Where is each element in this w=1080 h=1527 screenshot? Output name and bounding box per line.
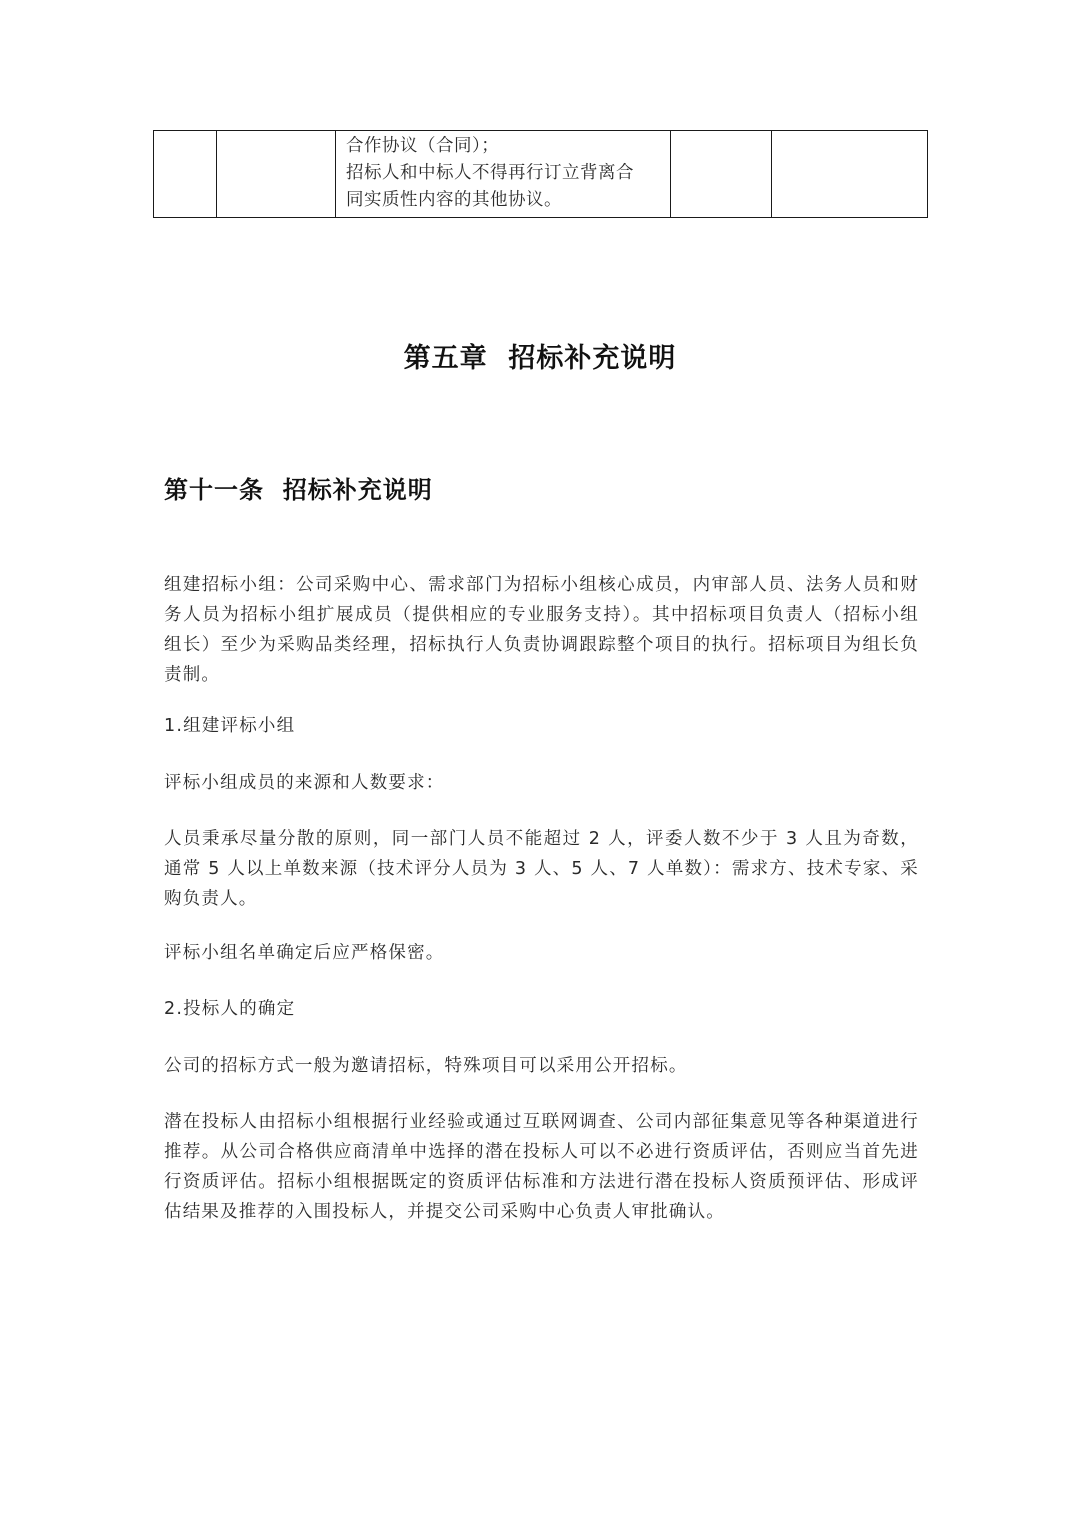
paragraph-potential-bidders: 潜在投标人由招标小组根据行业经验或通过互联网调查、公司内部征集意见等各种渠道进行推荐。从公司合格供应商清单中选择的潜在投标人可以不必进行资质评估，否则应当首先进行资质评估。招标小组根据既定的资质评估标准和方法进行潜在投标人资质预评估、形成评估结果及推荐的入围投标人，并提交公司采购中心负责人审批确认。 xyxy=(164,1112,919,1222)
table-cell-5 xyxy=(772,131,928,218)
cell-line: 合作协议（合同）； xyxy=(346,136,500,156)
article-title: 第十一条 招标补充说明 xyxy=(164,476,433,504)
paragraph-bidding-method: 公司的招标方式一般为邀请招标，特殊项目可以采用公开招标。 xyxy=(164,1056,688,1076)
paragraph-member-principles: 人员秉承尽量分散的原则，同一部门人员不能超过 2 人，评委人数不少于 3 人且为奇数，通常 5 人以上单数来源（技术评分人员为 3 人、5 人、7 人单数）：需求方、技术专家、采购负责人。 xyxy=(164,829,919,909)
cell-line: 同实质性内容的其他协议。 xyxy=(346,190,562,210)
table-row xyxy=(154,131,928,218)
table-cell-content xyxy=(336,131,671,218)
chapter-title: 第五章 招标补充说明 xyxy=(403,343,677,374)
section-heading-bidder-determination: 2.投标人的确定 xyxy=(164,999,296,1019)
cell-line: 招标人和中标人不得再行订立背离合 xyxy=(346,163,634,183)
paragraph-member-requirements: 评标小组成员的来源和人数要求： xyxy=(164,773,445,793)
table-cell-4 xyxy=(671,131,772,218)
table-cell-2 xyxy=(217,131,336,218)
section-heading-evaluation-team: 1.组建评标小组 xyxy=(164,716,296,736)
table-cell-1 xyxy=(154,131,217,218)
paragraph-confidentiality: 评标小组名单确定后应严格保密。 xyxy=(164,943,445,963)
paragraph-team-formation: 组建招标小组：公司采购中心、需求部门为招标小组核心成员，内审部人员、法务人员和财务人员为招标小组扩展成员（提供相应的专业服务支持）。其中招标项目负责人（招标小组组长）至少为采购品类经理，招标执行人负责协调跟踪整个项目的执行。招标项目为组长负责制。 xyxy=(164,575,919,685)
continuation-table xyxy=(153,130,928,218)
